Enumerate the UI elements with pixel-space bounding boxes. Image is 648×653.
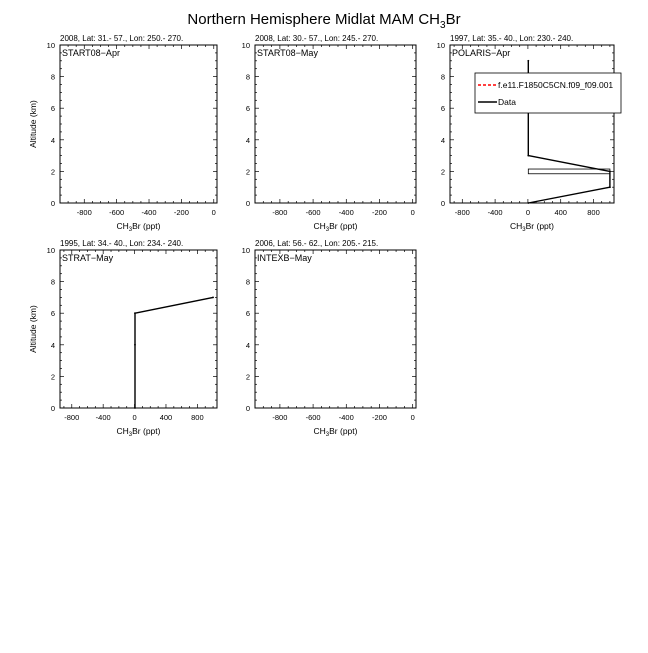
y-tick-label: 10 — [436, 41, 445, 50]
campaign-label: INTEXB−May — [257, 253, 312, 263]
data-point — [212, 297, 214, 299]
x-tick-label: -400 — [338, 208, 354, 217]
data-point — [527, 202, 529, 204]
x-tick-label: -800 — [76, 208, 92, 217]
x-tick-label: 0 — [410, 208, 415, 217]
y-tick-label: 10 — [241, 41, 250, 50]
x-tick-label: -400 — [487, 208, 503, 217]
y-tick-label: 2 — [245, 167, 250, 177]
legend-label: Data — [498, 97, 516, 107]
y-tick-label: 2 — [50, 372, 55, 382]
panel-header: 2008, Lat: 30.- 57., Lon: 245.- 270. — [255, 34, 379, 43]
legend-label: f.e11.F1850C5CN.f09_f09.001 — [498, 80, 614, 90]
panel-header: 1997, Lat: 35.- 40., Lon: 230.- 240. — [450, 34, 574, 43]
x-tick-label: 0 — [211, 208, 216, 217]
y-tick-label: 4 — [440, 135, 445, 145]
x-tick-label: 0 — [132, 413, 137, 422]
data-point — [134, 312, 136, 314]
y-tick-label: 2 — [50, 167, 55, 177]
y-axis-label: Altitude (km) — [28, 100, 38, 148]
panel-1 — [28, 34, 217, 233]
data-point — [527, 155, 529, 157]
x-tick-label: 400 — [159, 413, 173, 422]
x-tick-label: -400 — [338, 413, 354, 422]
y-tick-label: 6 — [245, 309, 250, 319]
plot-frame — [255, 250, 416, 408]
plot-frame — [255, 45, 416, 203]
y-tick-label: 8 — [50, 277, 55, 287]
data-point — [134, 344, 136, 346]
panel-2 — [242, 34, 416, 233]
legend-box — [475, 73, 621, 113]
y-tick-label: 6 — [245, 104, 250, 114]
series-line-data — [135, 297, 213, 408]
y-tick-label: 0 — [50, 404, 55, 413]
campaign-label: STRAT−May — [62, 253, 114, 263]
y-tick-label: 0 — [50, 199, 55, 208]
data-point — [134, 407, 136, 409]
y-tick-label: 2 — [245, 372, 250, 382]
x-tick-label: -200 — [173, 208, 189, 217]
figure-title — [187, 11, 460, 31]
y-tick-label: 4 — [50, 340, 55, 350]
plot-frame — [60, 250, 217, 408]
x-axis-label: $CH_3Br$ (ppt) — [116, 221, 161, 233]
y-tick-label: 4 — [50, 135, 55, 145]
panel-4 — [28, 239, 217, 438]
figure-title-main: Northern Hemisphere Midlat MAM CH — [187, 11, 441, 28]
x-tick-label: 800 — [587, 208, 600, 217]
y-tick-label: 8 — [245, 277, 250, 287]
x-tick-label: -800 — [454, 208, 470, 217]
x-tick-label: -800 — [272, 413, 288, 422]
x-axis-label: $CH_3Br$ (ppt) — [313, 426, 358, 438]
y-tick-label: 8 — [440, 72, 445, 82]
y-tick-label: 10 — [241, 246, 250, 255]
y-tick-label: 4 — [245, 135, 250, 145]
x-tick-label: -200 — [371, 208, 387, 217]
panel-header: 2008, Lat: 31.- 57., Lon: 250.- 270. — [60, 34, 184, 43]
y-tick-label: 6 — [440, 104, 445, 114]
panel-5 — [242, 239, 416, 438]
y-tick-label: 10 — [46, 41, 55, 50]
campaign-label: POLARIS−Apr — [452, 48, 511, 58]
data-point — [609, 171, 611, 173]
data-point — [527, 60, 529, 62]
x-tick-label: -200 — [371, 413, 387, 422]
x-tick-label: 0 — [410, 413, 415, 422]
data-point — [609, 186, 611, 188]
x-tick-label: -400 — [95, 413, 111, 422]
y-tick-label: 2 — [440, 167, 445, 177]
y-tick-label: 6 — [50, 104, 55, 114]
x-axis-label: $CH_3Br$ (ppt) — [313, 221, 358, 233]
figure-title-sub: 3 — [440, 20, 446, 31]
x-tick-label: 400 — [554, 208, 567, 217]
y-tick-label: 4 — [245, 340, 250, 350]
panel-header: 2006, Lat: 56.- 62., Lon: 205.- 215. — [255, 239, 379, 248]
x-tick-label: -400 — [141, 208, 157, 217]
y-tick-label: 8 — [245, 72, 250, 82]
x-tick-label: -800 — [272, 208, 288, 217]
x-tick-label: -600 — [305, 413, 321, 422]
y-tick-label: 6 — [50, 309, 55, 319]
x-tick-label: 0 — [525, 208, 530, 217]
y-tick-label: 8 — [50, 72, 55, 82]
plot-frame — [450, 45, 614, 203]
panel-header: 1995, Lat: 34.- 40., Lon: 234.- 240. — [60, 239, 184, 248]
panel-3 — [437, 34, 621, 233]
campaign-label: START08−Apr — [62, 48, 120, 58]
x-tick-label: -600 — [305, 208, 321, 217]
x-axis-label: $CH_3Br$ (ppt) — [116, 426, 161, 438]
x-tick-label: -600 — [109, 208, 125, 217]
campaign-label: START08−May — [257, 48, 318, 58]
legend — [475, 73, 621, 113]
y-axis-label: Altitude (km) — [28, 305, 38, 353]
x-tick-label: 800 — [191, 413, 204, 422]
x-axis-label: $CH_3Br$ (ppt) — [510, 221, 554, 233]
y-tick-label: 10 — [46, 246, 55, 255]
plot-frame — [60, 45, 217, 203]
y-tick-label: 0 — [440, 199, 445, 208]
figure-title-tail: Br — [445, 11, 461, 28]
y-tick-label: 0 — [245, 199, 250, 208]
y-tick-label: 0 — [245, 404, 250, 413]
x-tick-label: -800 — [64, 413, 80, 422]
